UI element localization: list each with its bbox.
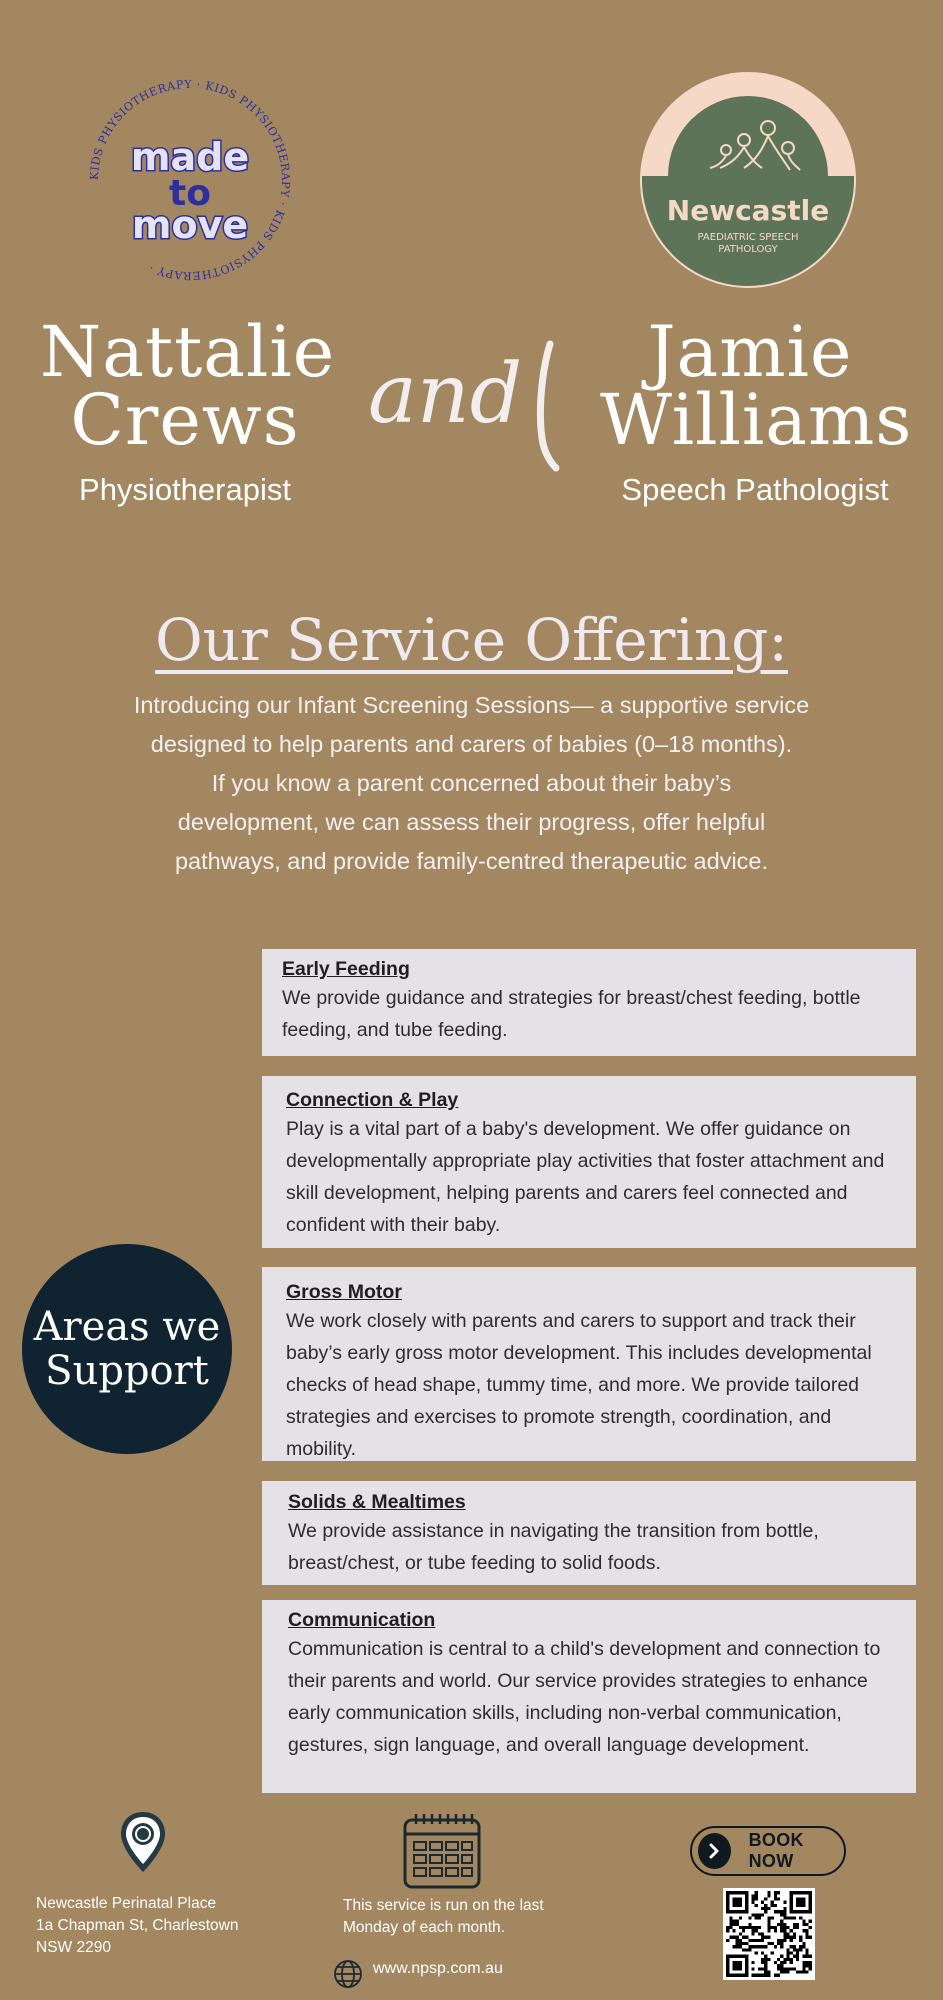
offering-line: designed to help parents and carers of babies (0–18 months). — [150, 731, 793, 757]
card-title: Gross Motor — [286, 1281, 402, 1303]
chevron-right-icon — [698, 1833, 731, 1869]
card-body: We provide assistance in navigating the transition from bottle, breast/chest, or tube feeding to solid foods. — [288, 1520, 819, 1574]
and-text: and — [368, 347, 523, 442]
offering-line: development, we can assess their progress, offer helpful — [177, 809, 766, 835]
card-body: Communication is central to a child's development and connection to their parents and world. Our service provides strategies to enhance early communication skills, including non-verbal communication, gestures, sign language, and overall language development. — [288, 1638, 881, 1756]
logo-word-made: made — [130, 135, 250, 179]
book-now-button[interactable] — [690, 1826, 846, 1876]
schedule-text — [343, 1895, 593, 1939]
person-role-right: Speech Pathologist — [621, 472, 889, 507]
areas-label-line2: Support — [45, 1348, 209, 1394]
card-title: Connection & Play — [286, 1089, 459, 1111]
logo-sub1: PAEDIATRIC SPEECH — [697, 232, 799, 243]
person-last-name: Williams — [600, 379, 913, 461]
globe-icon — [333, 1959, 363, 1989]
person-first-name: Nattalie — [40, 311, 336, 393]
person-first-name: Jamie — [647, 311, 853, 393]
card-title: Early Feeding — [282, 958, 410, 980]
service-offering-title: Our Service Offering: — [155, 606, 788, 674]
person-last-name: Crews — [70, 379, 300, 461]
area-card-solids-mealtimes — [262, 1481, 916, 1585]
schedule-line: This service is run on the last — [343, 1897, 544, 1914]
website-link[interactable]: www.npsp.com.au — [373, 1960, 503, 1977]
area-card-gross-motor — [262, 1267, 916, 1461]
card-body: We work closely with parents and carers to support and track their baby’s early gross motor development. This includes developmental checks of head shape, tummy time, and more. We provide tailored strategies and exercises to promote strength, coordination, and mobility. — [286, 1310, 872, 1460]
areas-label-line1: Areas we — [33, 1304, 221, 1350]
logo-sub2: PATHOLOGY — [718, 244, 778, 255]
card-title: Communication — [288, 1609, 436, 1631]
and-connector — [360, 330, 580, 480]
logo-ring-text: KIDS PHYSIOTHERAPY · KIDS PHYSIOTHERAPY · KIDS PHYSIOTHERAPY · — [87, 77, 293, 283]
person-name-left — [40, 311, 336, 461]
address-block — [36, 1893, 296, 1959]
area-card-connection-play — [262, 1076, 916, 1248]
offering-line: Introducing our Infant Screening Sessions— a supportive service — [133, 692, 810, 718]
service-offering-text — [110, 686, 833, 881]
made-to-move-logo — [80, 70, 300, 290]
card-title: Solids & Mealtimes — [288, 1491, 466, 1513]
address-line: 1a Chapman St, Charlestown — [36, 1917, 239, 1934]
schedule-line: Monday of each month. — [343, 1919, 505, 1936]
area-card-communication — [262, 1600, 916, 1793]
offering-line: pathways, and provide family-centred therapeutic advice. — [174, 848, 769, 874]
address-line: Newcastle Perinatal Place — [36, 1895, 217, 1912]
offering-line: If you know a parent concerned about their baby’s — [211, 770, 732, 796]
book-now-label: BOOK NOW — [748, 1830, 804, 1871]
person-name-right — [600, 311, 913, 461]
card-body: We provide guidance and strategies for breast/chest feeding, bottle feeding, and tube feeding. — [282, 987, 861, 1041]
calendar-icon — [402, 1812, 482, 1890]
areas-we-support-badge — [22, 1244, 232, 1454]
card-body: Play is a vital part of a baby's development. We offer guidance on developmentally appropriate play activities that foster attachment and skill development, helping parents and carers feel connected and confident with their baby. — [286, 1118, 885, 1236]
qr-code[interactable] — [723, 1888, 815, 1980]
newcastle-paediatric-speech-logo — [640, 72, 856, 288]
logo-word-move: move — [131, 203, 249, 247]
logo-word-to: to — [169, 173, 211, 214]
person-role-left: Physiotherapist — [79, 472, 291, 507]
location-pin-icon — [118, 1810, 168, 1874]
address-line: NSW 2290 — [36, 1939, 111, 1956]
logo-newcastle-word: Newcastle — [666, 194, 830, 227]
area-card-early-feeding — [262, 949, 916, 1056]
